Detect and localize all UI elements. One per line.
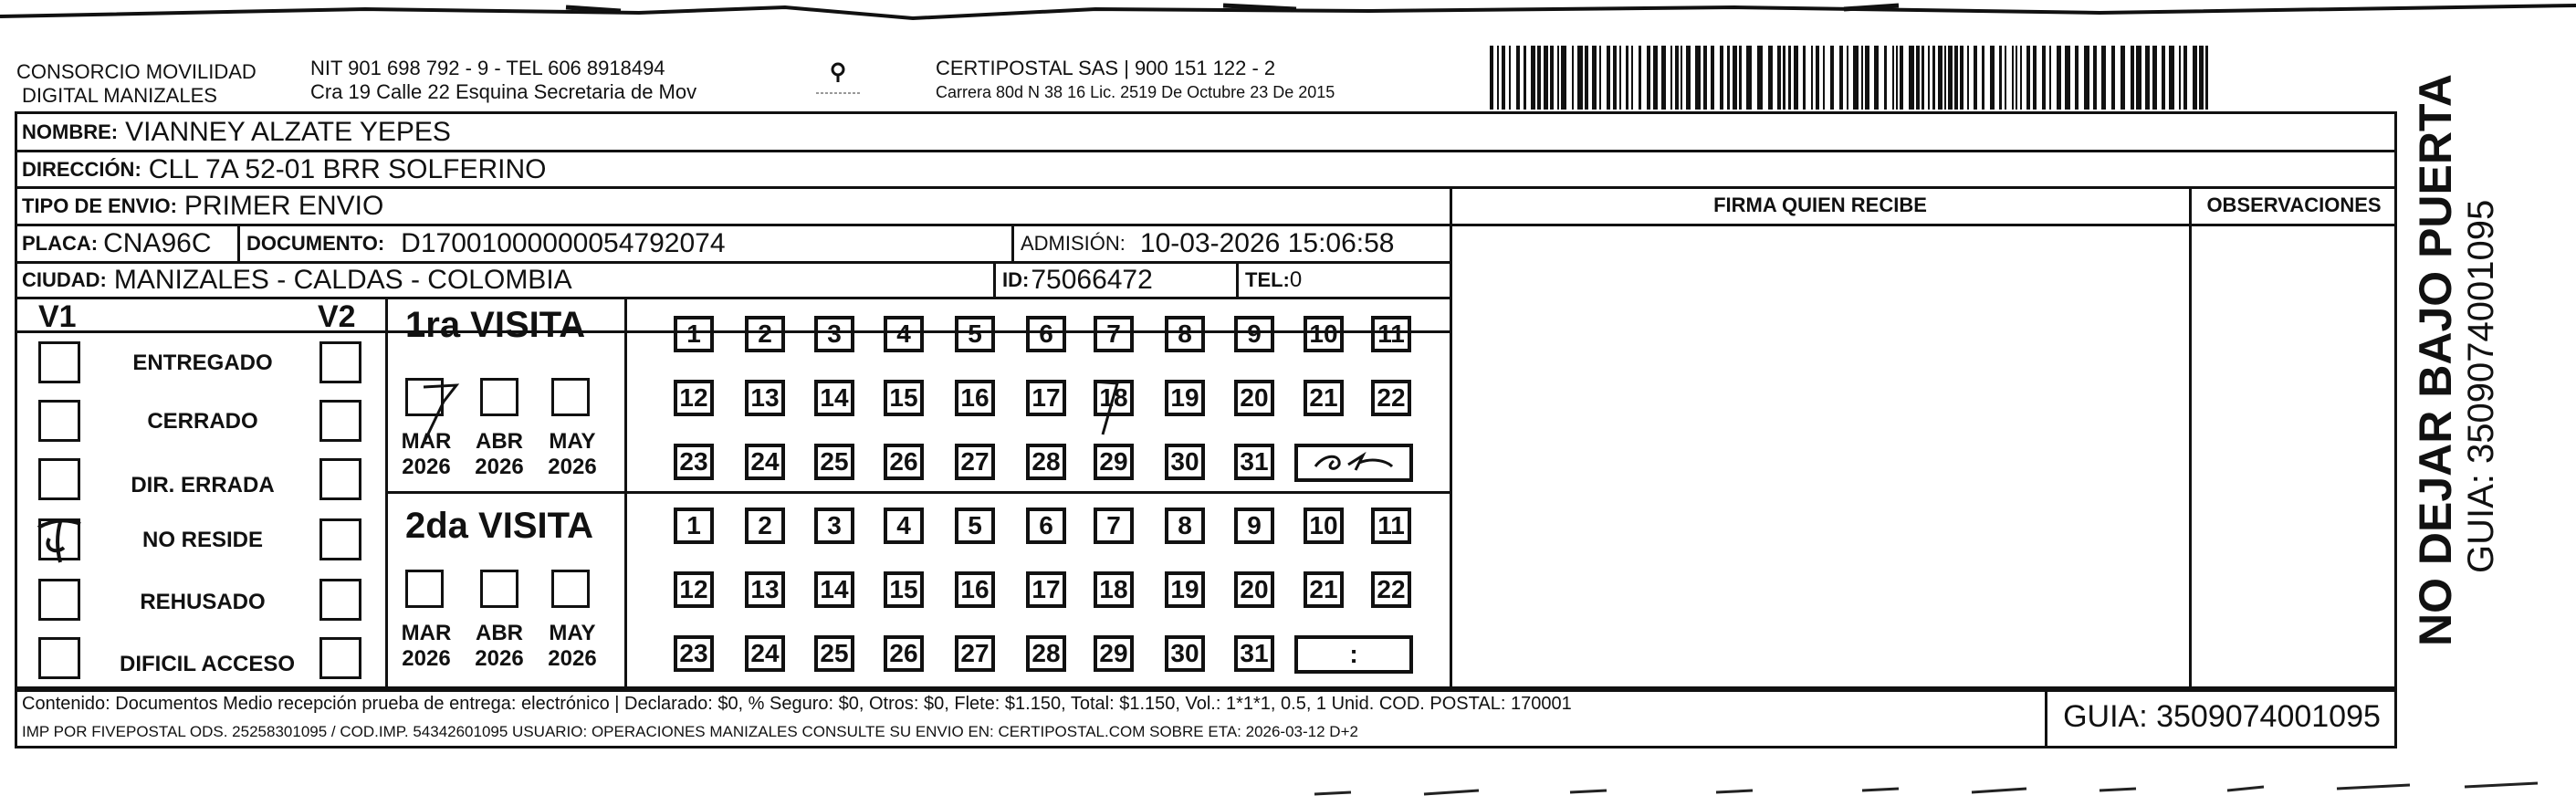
visit2-day-3[interactable]: 3	[814, 508, 854, 544]
visit2-day-13[interactable]: 13	[745, 571, 785, 608]
checkbox-v1-dir-errada[interactable]	[38, 458, 80, 500]
carrier-address: Carrera 80d N 38 16 Lic. 2519 De Octubre 23 De 2015	[936, 83, 1335, 101]
visit2-month-mar-box[interactable]	[405, 570, 444, 608]
visit1-day-15[interactable]: 15	[884, 380, 924, 416]
visit2-title: 2da VISITA	[405, 506, 593, 546]
visit1-day-24[interactable]: 24	[745, 444, 785, 480]
checkbox-v2-dificil-acceso[interactable]	[319, 637, 361, 679]
reason-dificil-acceso: DIFICIL ACCESO	[119, 652, 295, 676]
tipo-envio-value: PRIMER ENVIO	[183, 191, 384, 221]
documento-label: DOCUMENTO:	[246, 232, 385, 255]
direccion-row	[16, 152, 547, 186]
checkbox-v1-cerrado[interactable]	[38, 400, 80, 442]
observaciones-label: OBSERVACIONES	[2206, 194, 2382, 216]
placa-label: PLACA:	[22, 232, 99, 255]
barcode	[1490, 46, 2220, 110]
visit1-month-mar: MAR 2026	[401, 429, 452, 479]
handwritten-slash-icon	[1086, 374, 1123, 438]
visit2-day-22[interactable]: 22	[1371, 571, 1411, 608]
visit1-day-19[interactable]: 19	[1165, 380, 1205, 416]
visit1-day-10[interactable]: 10	[1304, 316, 1344, 352]
checkbox-v2-cerrado[interactable]	[319, 400, 361, 442]
visit1-day-12[interactable]: 12	[674, 380, 714, 416]
checkbox-v2-rehusado[interactable]	[319, 579, 361, 621]
v1-header: V1	[38, 299, 77, 334]
visit1-day-17[interactable]: 17	[1026, 380, 1066, 416]
visit1-day-20[interactable]: 20	[1234, 380, 1274, 416]
carrier-logo-icon	[811, 60, 865, 100]
id-value: 75066472	[1031, 265, 1153, 295]
visit2-day-9[interactable]: 9	[1234, 508, 1274, 544]
visit1-title: 1ra VISITA	[405, 305, 586, 345]
visit2-day-28[interactable]: 28	[1026, 635, 1066, 672]
visit2-day-14[interactable]: 14	[814, 571, 854, 608]
nombre-row	[16, 115, 451, 150]
id-label: ID:	[1002, 268, 1030, 291]
visit2-month-mar: MAR 2026	[401, 621, 452, 671]
tipo-envio-row	[16, 189, 383, 224]
visit1-day-7[interactable]: 7	[1094, 316, 1134, 352]
visit1-day-22[interactable]: 22	[1371, 380, 1411, 416]
visit1-month-may: MAY 2026	[548, 429, 597, 479]
placa-value: CNA96C	[103, 228, 212, 258]
footer-imp: IMP POR FIVEPOSTAL ODS. 25258301095 / COD.IMP. 54342601095 USUARIO: OPERACIONES MANIZALES CONSULTE SU ENVIO EN: CERTIPOSTAL.COM SOBRE ETA: 2026-03-12 D+2	[22, 723, 1358, 740]
checkbox-v1-rehusado[interactable]	[38, 579, 80, 621]
visit2-day-2[interactable]: 2	[745, 508, 785, 544]
firma-label: FIRMA QUIEN RECIBE	[1713, 194, 1927, 216]
visit1-month-abr-box[interactable]	[480, 378, 518, 416]
carrier-name: CERTIPOSTAL SAS | 900 151 122 - 2	[936, 57, 1276, 79]
checkbox-v2-entregado[interactable]	[319, 341, 361, 383]
visit2-day-29[interactable]: 29	[1094, 635, 1134, 672]
visit2-day-17[interactable]: 17	[1026, 571, 1066, 608]
visit2-month-may-box[interactable]	[551, 570, 590, 608]
visit1-day-5[interactable]: 5	[955, 316, 995, 352]
visit1-day-1[interactable]: 1	[674, 316, 714, 352]
nit-line: NIT 901 698 792 - 9 - TEL 606 8918494	[310, 57, 665, 79]
tel-value: 0	[1289, 267, 1303, 292]
visit1-day-6[interactable]: 6	[1026, 316, 1066, 352]
visit2-day-7[interactable]: 7	[1094, 508, 1134, 544]
checkbox-v1-dificil-acceso[interactable]	[38, 637, 80, 679]
tipo-envio-label: TIPO DE ENVIO:	[22, 194, 177, 217]
visit1-day-16[interactable]: 16	[955, 380, 995, 416]
visit1-day-8[interactable]: 8	[1165, 316, 1205, 352]
visit2-day-21[interactable]: 21	[1304, 571, 1344, 608]
visit2-day-19[interactable]: 19	[1165, 571, 1205, 608]
visit2-month-abr: ABR 2026	[475, 621, 524, 671]
visit2-day-10[interactable]: 10	[1304, 508, 1344, 544]
scan-edge-top	[0, 0, 2576, 20]
visit1-day-31[interactable]: 31	[1234, 444, 1274, 480]
ciudad-label: CIUDAD:	[22, 268, 107, 291]
nombre-label: NOMBRE:	[22, 120, 119, 143]
visit2-month-may: MAY 2026	[548, 621, 597, 671]
visit1-day-26[interactable]: 26	[884, 444, 924, 480]
checkbox-v1-entregado[interactable]	[38, 341, 80, 383]
visit1-day-29[interactable]: 29	[1094, 444, 1134, 480]
reason-dir-errada: DIR. ERRADA	[131, 473, 275, 497]
admision-cell	[1015, 226, 1394, 261]
visit2-day-6[interactable]: 6	[1026, 508, 1066, 544]
visit1-day-27[interactable]: 27	[955, 444, 995, 480]
visit1-day-21[interactable]: 21	[1304, 380, 1344, 416]
visit1-day-13[interactable]: 13	[745, 380, 785, 416]
v2-header: V2	[318, 299, 356, 334]
visit1-day-28[interactable]: 28	[1026, 444, 1066, 480]
visit1-time-box[interactable]	[1294, 444, 1413, 482]
visit1-day-25[interactable]: 25	[814, 444, 854, 480]
visit2-month-abr-box[interactable]	[480, 570, 518, 608]
placa-cell	[16, 226, 211, 261]
visit1-day-2[interactable]: 2	[745, 316, 785, 352]
scan-edge-bottom	[0, 767, 2576, 801]
visit2-day-15[interactable]: 15	[884, 571, 924, 608]
ciudad-value: MANIZALES - CALDAS - COLOMBIA	[113, 265, 572, 295]
ciudad-cell	[16, 264, 572, 297]
address-line: Cra 19 Calle 22 Esquina Secretaria de Mov	[310, 80, 697, 103]
company-name-line2: DIGITAL MANIZALES	[22, 84, 217, 107]
visit1-day-23[interactable]: 23	[674, 444, 714, 480]
reason-no-reside: NO RESIDE	[141, 528, 264, 552]
visit1-day-11[interactable]: 11	[1371, 316, 1411, 352]
admision-label: ADMISIÓN:	[1021, 232, 1126, 255]
visit1-day-4[interactable]: 4	[884, 316, 924, 352]
visit1-month-may-box[interactable]	[551, 378, 590, 416]
visit2-day-20[interactable]: 20	[1234, 571, 1274, 608]
header-carrier	[936, 57, 1335, 104]
direccion-label: DIRECCIÓN:	[22, 157, 141, 181]
visit2-day-18[interactable]: 18	[1094, 571, 1134, 608]
footer-contenido: Contenido: Documentos Medio recepción prueba de entrega: electrónico | Declarado: $0, % Seguro: $0, Otros: $0, Flete: $1.150, Total: $1.150, Vol.: 1*1*1, 0.5, 1 Unid. COD. POSTAL: 170001	[22, 694, 1572, 714]
id-cell	[997, 264, 1153, 297]
nombre-value: VIANNEY ALZATE YEPES	[125, 117, 451, 147]
visit2-time-box[interactable]: :	[1294, 635, 1413, 674]
checkbox-v2-dir-errada[interactable]	[319, 458, 361, 500]
visit2-day-24[interactable]: 24	[745, 635, 785, 672]
header-company	[16, 60, 257, 108]
side-guia: GUIA: 3509074001095	[2461, 199, 2501, 573]
visit2-day-8[interactable]: 8	[1165, 508, 1205, 544]
documento-cell	[241, 226, 726, 261]
direccion-value: CLL 7A 52-01 BRR SOLFERINO	[148, 153, 547, 184]
header-nit	[310, 57, 696, 104]
visit1-month-abr: ABR 2026	[475, 429, 524, 479]
documento-value: D17001000000054792074	[401, 228, 726, 258]
visit2-day-27[interactable]: 27	[955, 635, 995, 672]
visit2-day-4[interactable]: 4	[884, 508, 924, 544]
reason-entregado: ENTREGADO	[132, 351, 273, 375]
visit1-day-18[interactable]: 18	[1094, 380, 1134, 416]
reason-rehusado: REHUSADO	[140, 590, 266, 614]
reason-cerrado: CERRADO	[147, 409, 258, 434]
visit2-day-12[interactable]: 12	[674, 571, 714, 608]
handwritten-time-icon	[1308, 448, 1399, 477]
visit1-day-9[interactable]: 9	[1234, 316, 1274, 352]
footer-guia: GUIA: 3509074001095	[2063, 699, 2381, 734]
visit1-day-3[interactable]: 3	[814, 316, 854, 352]
tel-cell	[1240, 264, 1302, 297]
company-name-line1: CONSORCIO MOVILIDAD	[16, 60, 257, 83]
side-notice	[2410, 74, 2538, 646]
handwritten-check-icon	[33, 511, 88, 566]
no-dejar-bajo-puerta: NO DEJAR BAJO PUERTA	[2410, 74, 2461, 646]
checkbox-v2-no-reside[interactable]	[319, 518, 361, 560]
visit2-day-30[interactable]: 30	[1165, 635, 1205, 672]
visit1-day-30[interactable]: 30	[1165, 444, 1205, 480]
visit2-day-25[interactable]: 25	[814, 635, 854, 672]
visit2-day-11[interactable]: 11	[1371, 508, 1411, 544]
visit2-day-5[interactable]: 5	[955, 508, 995, 544]
visit2-day-26[interactable]: 26	[884, 635, 924, 672]
visit2-day-1[interactable]: 1	[674, 508, 714, 544]
tel-label: TEL:	[1245, 268, 1290, 291]
visit1-day-14[interactable]: 14	[814, 380, 854, 416]
admision-value: 10-03-2026 15:06:58	[1139, 228, 1395, 258]
visit2-day-16[interactable]: 16	[955, 571, 995, 608]
visit2-day-31[interactable]: 31	[1234, 635, 1274, 672]
visit2-day-23[interactable]: 23	[674, 635, 714, 672]
